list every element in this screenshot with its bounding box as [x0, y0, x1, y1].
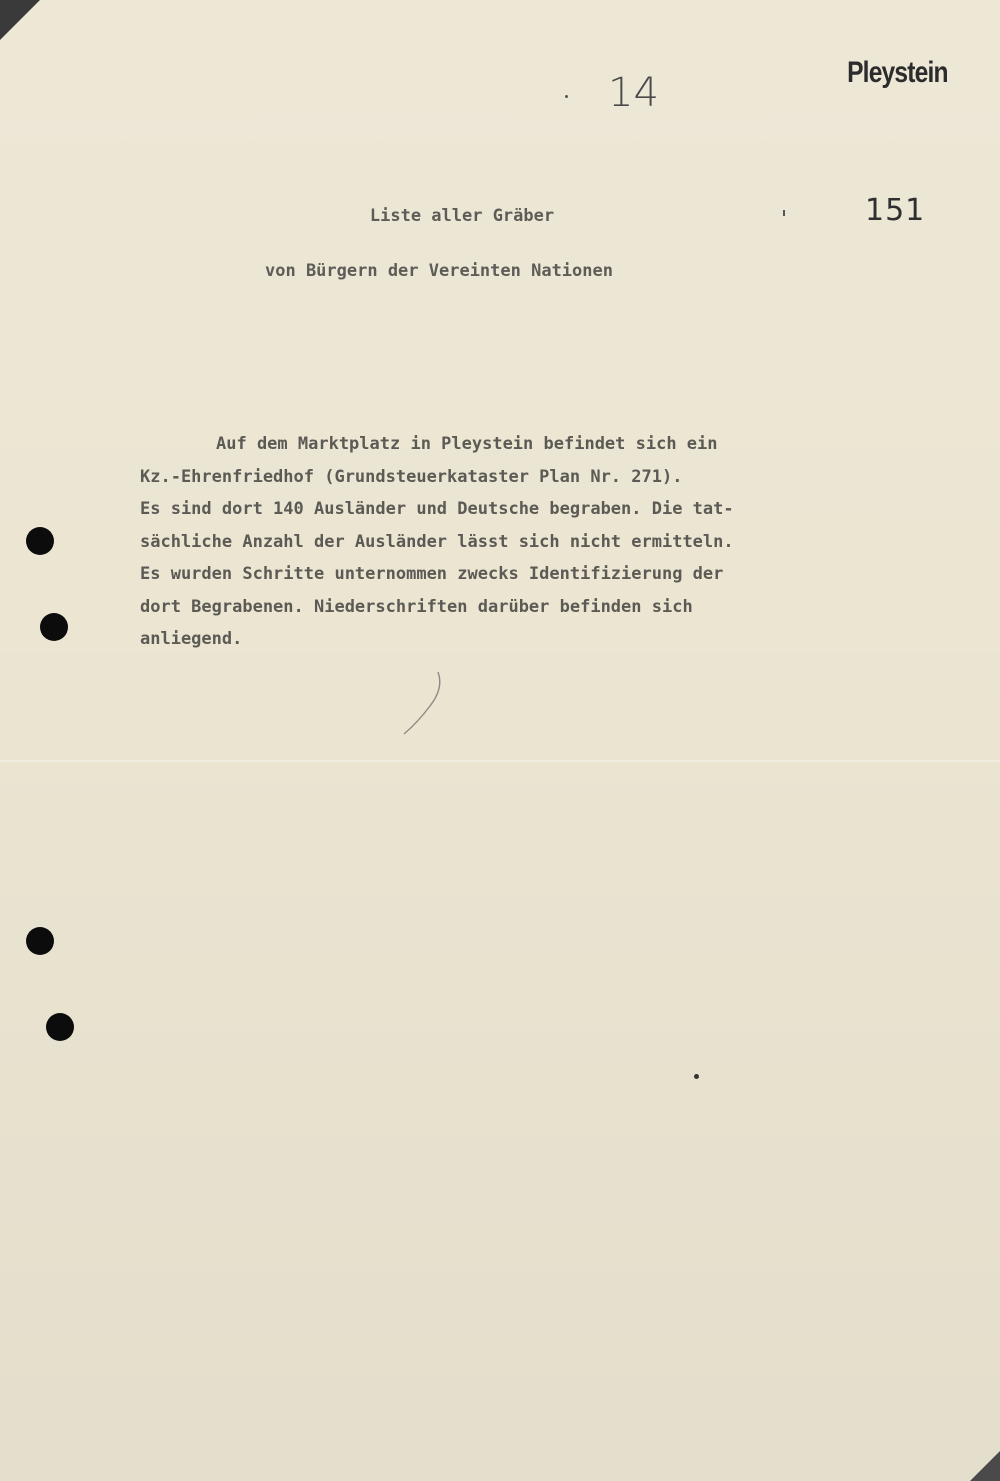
document-title: Liste aller Gräber [369, 206, 555, 226]
punch-hole [26, 927, 54, 955]
location-stamp: Pleystein [847, 56, 948, 89]
body-line: dort Begrabenen. Niederschriften darüber befinden sich [140, 596, 693, 617]
body-paragraph [140, 428, 870, 656]
body-line: Es sind dort 140 Ausländer und Deutsche begraben. Die tat- [140, 499, 734, 519]
body-line: sächliche Anzahl der Ausländer lässt sich nicht ermitteln. [140, 531, 734, 552]
document-subtitle: von Bürgern der Vereinten Nationen [265, 261, 613, 281]
punch-hole [40, 613, 68, 641]
body-line: Es wurden Schritte unternommen zwecks Identifizierung der [140, 564, 724, 584]
ink-speck [783, 210, 785, 216]
pencil-stroke [400, 668, 450, 738]
body-line: Kz.-Ehrenfriedhof (Grundsteuerkataster Plan Nr. 271). [140, 466, 683, 487]
body-line: Auf dem Marktplatz in Pleystein befindet sich ein [216, 434, 718, 454]
folded-corner-top-left [0, 0, 40, 40]
ink-speck [565, 95, 568, 98]
folded-corner-bottom-right [970, 1451, 1000, 1481]
handwritten-number: 14 [608, 70, 659, 116]
body-line: anliegend. [140, 629, 243, 649]
punch-hole [26, 527, 54, 555]
ink-speck [694, 1074, 699, 1079]
document-title-container [0, 206, 1000, 226]
page-number: 151 [865, 193, 926, 228]
punch-hole [46, 1013, 74, 1041]
